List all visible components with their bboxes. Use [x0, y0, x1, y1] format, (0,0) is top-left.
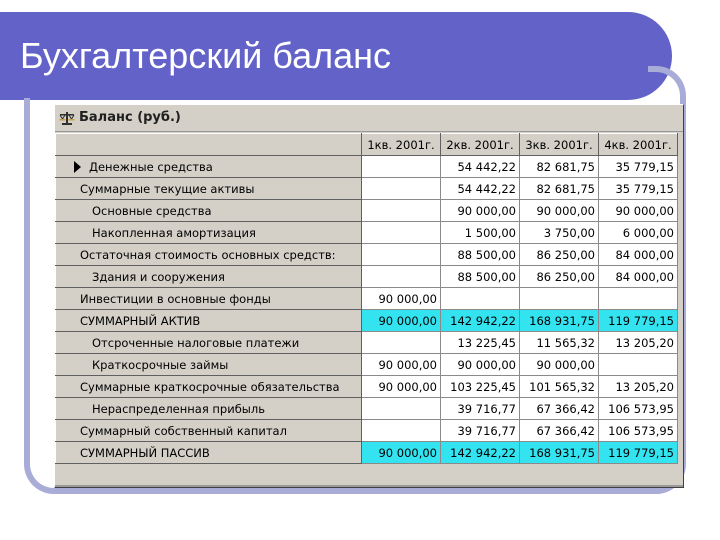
row-label: Накопленная амортизация: [92, 225, 256, 240]
value-cell[interactable]: [599, 288, 678, 310]
value-cell[interactable]: 90 000,00: [362, 442, 441, 464]
table-row[interactable]: [56, 178, 678, 200]
row-label-cell[interactable]: [56, 420, 362, 442]
value-cell[interactable]: [362, 332, 441, 354]
value-cell[interactable]: 90 000,00: [362, 376, 441, 398]
table-row[interactable]: [56, 222, 678, 244]
value-cell[interactable]: [362, 420, 441, 442]
value-cell[interactable]: 106 573,95: [599, 420, 678, 442]
row-label: Краткосрочные займы: [92, 357, 229, 372]
value-cell[interactable]: 6 000,00: [599, 222, 678, 244]
table-row[interactable]: [56, 398, 678, 420]
value-cell[interactable]: 86 250,00: [520, 266, 599, 288]
value-cell[interactable]: [362, 244, 441, 266]
value-cell[interactable]: 106 573,95: [599, 398, 678, 420]
row-label-cell[interactable]: [56, 266, 362, 288]
value-cell[interactable]: [362, 266, 441, 288]
value-cell[interactable]: 35 779,15: [599, 178, 678, 200]
value-cell[interactable]: [362, 178, 441, 200]
value-cell[interactable]: 168 931,75: [520, 442, 599, 464]
value-cell[interactable]: 39 716,77: [441, 398, 520, 420]
table-row[interactable]: [56, 156, 678, 178]
triangle-right-icon: [74, 161, 81, 173]
value-cell[interactable]: [441, 288, 520, 310]
value-cell[interactable]: 11 565,32: [520, 332, 599, 354]
table-row[interactable]: [56, 266, 678, 288]
balance-scale-icon: [59, 110, 75, 126]
value-cell[interactable]: 90 000,00: [520, 200, 599, 222]
value-cell[interactable]: [599, 354, 678, 376]
table-row[interactable]: [56, 420, 678, 442]
window-bottom-edge: [55, 485, 683, 487]
value-cell[interactable]: 13 225,45: [441, 332, 520, 354]
value-cell[interactable]: 90 000,00: [441, 354, 520, 376]
row-label: Нераспределенная прибыль: [92, 401, 265, 416]
column-header[interactable]: 3кв. 2001г.: [520, 134, 599, 156]
row-label-cell[interactable]: [56, 178, 362, 200]
column-header[interactable]: 2кв. 2001г.: [441, 134, 520, 156]
value-cell[interactable]: 1 500,00: [441, 222, 520, 244]
row-label: Здания и сооружения: [92, 269, 225, 284]
value-cell[interactable]: 39 716,77: [441, 420, 520, 442]
value-cell[interactable]: 3 750,00: [520, 222, 599, 244]
balance-table: [55, 133, 678, 464]
value-cell[interactable]: 13 205,20: [599, 376, 678, 398]
value-cell[interactable]: 90 000,00: [599, 200, 678, 222]
value-cell[interactable]: [362, 156, 441, 178]
window-title: Баланс (руб.): [79, 110, 181, 125]
value-cell[interactable]: 13 205,20: [599, 332, 678, 354]
slide-frame-bottom: [60, 488, 660, 494]
value-cell[interactable]: 67 366,42: [520, 398, 599, 420]
value-cell[interactable]: 67 366,42: [520, 420, 599, 442]
row-label-cell[interactable]: [56, 332, 362, 354]
row-label: Суммарные краткосрочные обязательства: [80, 379, 340, 394]
row-label-cell[interactable]: [56, 354, 362, 376]
column-header[interactable]: 1кв. 2001г.: [362, 134, 441, 156]
row-label: Суммарные текущие активы: [80, 181, 255, 196]
slide-title: Бухгалтерский баланс: [20, 35, 392, 76]
row-label: Суммарный собственный капитал: [80, 423, 287, 438]
row-label-cell[interactable]: [56, 244, 362, 266]
value-cell[interactable]: 82 681,75: [520, 156, 599, 178]
row-header-corner: [56, 134, 362, 156]
row-label-cell[interactable]: [56, 222, 362, 244]
row-label-cell[interactable]: [56, 376, 362, 398]
value-cell[interactable]: 101 565,32: [520, 376, 599, 398]
window-titlebar[interactable]: [55, 105, 683, 132]
row-label: Инвестиции в основные фонды: [80, 291, 271, 306]
value-cell[interactable]: 142 942,22: [441, 310, 520, 332]
value-cell[interactable]: [520, 288, 599, 310]
value-cell[interactable]: 54 442,22: [441, 156, 520, 178]
balance-window: [54, 104, 684, 488]
value-cell[interactable]: 168 931,75: [520, 310, 599, 332]
value-cell[interactable]: 35 779,15: [599, 156, 678, 178]
value-cell[interactable]: [362, 398, 441, 420]
table-row[interactable]: [56, 354, 678, 376]
row-label: СУММАРНЫЙ ПАССИВ: [80, 445, 210, 460]
row-label: Денежные средства: [89, 159, 213, 174]
row-label-cell[interactable]: [56, 398, 362, 420]
value-cell[interactable]: [362, 222, 441, 244]
value-cell[interactable]: 88 500,00: [441, 244, 520, 266]
value-cell[interactable]: 90 000,00: [520, 354, 599, 376]
value-cell[interactable]: [362, 200, 441, 222]
row-label-cell[interactable]: [56, 156, 362, 178]
value-cell[interactable]: 84 000,00: [599, 266, 678, 288]
value-cell[interactable]: 90 000,00: [362, 354, 441, 376]
value-cell[interactable]: 84 000,00: [599, 244, 678, 266]
value-cell[interactable]: 86 250,00: [520, 244, 599, 266]
value-cell[interactable]: 90 000,00: [362, 310, 441, 332]
row-label: Основные средства: [92, 203, 212, 218]
table-row[interactable]: [56, 332, 678, 354]
table-row[interactable]: [56, 244, 678, 266]
value-cell[interactable]: 54 442,22: [441, 178, 520, 200]
table-header-row: [56, 134, 678, 156]
row-label-cell[interactable]: [56, 442, 362, 464]
table-row[interactable]: [56, 442, 678, 464]
value-cell[interactable]: 90 000,00: [441, 200, 520, 222]
column-header[interactable]: 4кв. 2001г.: [599, 134, 678, 156]
value-cell[interactable]: 103 225,45: [441, 376, 520, 398]
row-label: СУММАРНЫЙ АКТИВ: [80, 313, 201, 328]
value-cell[interactable]: 88 500,00: [441, 266, 520, 288]
row-label-cell[interactable]: [56, 200, 362, 222]
value-cell[interactable]: 142 942,22: [441, 442, 520, 464]
table-row[interactable]: [56, 288, 678, 310]
value-cell[interactable]: 119 779,15: [599, 442, 678, 464]
value-cell[interactable]: 82 681,75: [520, 178, 599, 200]
value-cell[interactable]: 90 000,00: [362, 288, 441, 310]
row-label-cell[interactable]: [56, 288, 362, 310]
row-label: Остаточная стоимость основных средств:: [80, 247, 336, 262]
table-row[interactable]: [56, 200, 678, 222]
table-row[interactable]: [56, 310, 678, 332]
table-row[interactable]: [56, 376, 678, 398]
value-cell[interactable]: 119 779,15: [599, 310, 678, 332]
row-label: Отсроченные налоговые платежи: [92, 335, 300, 350]
row-label-cell[interactable]: [56, 310, 362, 332]
